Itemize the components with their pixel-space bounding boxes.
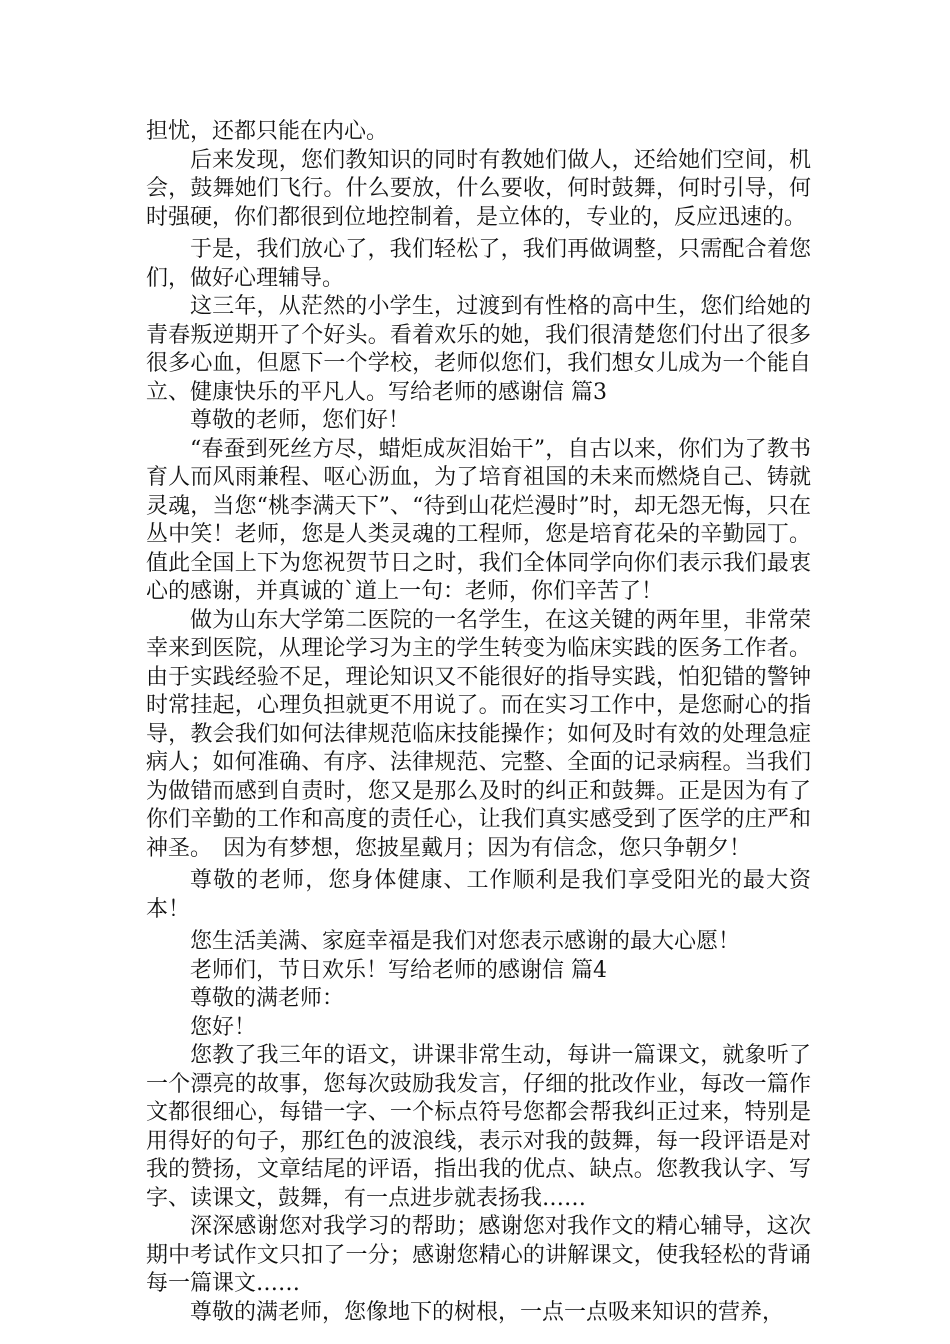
paragraph: 后来发现，您们教知识的同时有教她们做人，还给她们空间，机会，鼓舞她们飞行。什么要放，什么要收，何时鼓舞，何时引导，何时强硬，你们都很到位地控制着，是立体的，专业的，反应迅速的。 xyxy=(146,147,811,230)
paragraph: “春蚕到死丝方尽，蜡炬成灰泪始干”，自古以来，你们为了教书育人而风雨兼程、呕心沥血，为了培育祖国的未来而燃烧自己、铸就灵魂，当您“桃李满天下”、“待到山花烂漫时”时，却无怨无悔，只在丛中笑！老师，您是人类灵魂的工程师，您是培育花朵的辛勤园丁。值此全国上下为您祝贺节日之时，我们全体同学向你们表示我们最衷心的感谢，并真诚的`道上一句：老师，你们辛苦了！ xyxy=(146,436,811,604)
greeting: 您好！ xyxy=(190,1014,257,1040)
paragraph: 老师们，节日欢乐！写给老师的感谢信 篇4 xyxy=(190,957,607,983)
paragraph: 这三年，从茫然的小学生，过渡到有性格的高中生，您们给她的青春叛逆期开了个好头。看着欢乐的她，我们很清楚您们付出了很多很多心血，但愿下一个学校，老师似您们，我们想女儿成为一个能自立、健康快乐的平凡人。写给老师的感谢信 篇3 xyxy=(146,294,811,405)
paragraph: 于是，我们放心了，我们轻松了，我们再做调整，只需配合着您们，做好心理辅导。 xyxy=(146,237,811,291)
paragraph: 尊敬的老师，您身体健康、工作顺利是我们享受阳光的最大资本！ xyxy=(146,868,811,922)
paragraph: 做为山东大学第二医院的一名学生，在这关键的两年里，非常荣幸来到医院，从理论学习为主的学生转变为临床实践的医务工作者。由于实践经验不足，理论知识又不能很好的指导实践，怕犯错的警钟时常挂起，心理负担就更不用说了。而在实习工作中，是您耐心的指导，教会我们如何法律规范临床技能操作；如何及时有效的处理急症病人；如何准确、有序、法律规范、完整、全面的记录病程。当我们为做错而感到自责时，您又是那么及时的纠正和鼓舞。正是因为有了你们辛勤的工作和高度的责任心，让我们真实感受到了医学的庄严和神圣。 因为有梦想，您披星戴月；因为有信念，您只争朝夕！ xyxy=(146,607,811,861)
salutation: 尊敬的老师，您们好！ xyxy=(190,408,411,433)
salutation: 尊敬的满老师： xyxy=(190,986,345,1011)
paragraph: 您生活美满、家庭幸福是我们对您表示感谢的最大心愿！ xyxy=(190,929,741,954)
paragraph: 尊敬的满老师，您像地下的树根，一点一点吸来知识的营养， xyxy=(190,1299,785,1325)
paragraph: 您教了我三年的语文，讲课非常生动，每讲一篇课文，就象听了一个漂亮的故事，您每次豉励我发言，仔细的批改作业，每改一篇作文都很细心，每错一字、一个标点符号您都会帮我纠正过来，特别是用得好的句子，那红色的波浪线，表示对我的鼓舞，每一段评语是对我的赞扬，文章结尾的评语，指出我的优点、缺点。您教我认字、写字、读课文，鼓舞，有一点进步就表扬我…… xyxy=(146,1043,811,1211)
paragraph: 担忧，还都只能在内心。 xyxy=(146,119,389,144)
document-body xyxy=(146,118,811,1327)
paragraph: 深深感谢您对我学习的帮助；感谢您对我作文的精心辅导，这次期中考试作文只扣了一分；感谢您精心的讲解课文，使我轻松的背诵每一篇课文…… xyxy=(146,1214,811,1296)
